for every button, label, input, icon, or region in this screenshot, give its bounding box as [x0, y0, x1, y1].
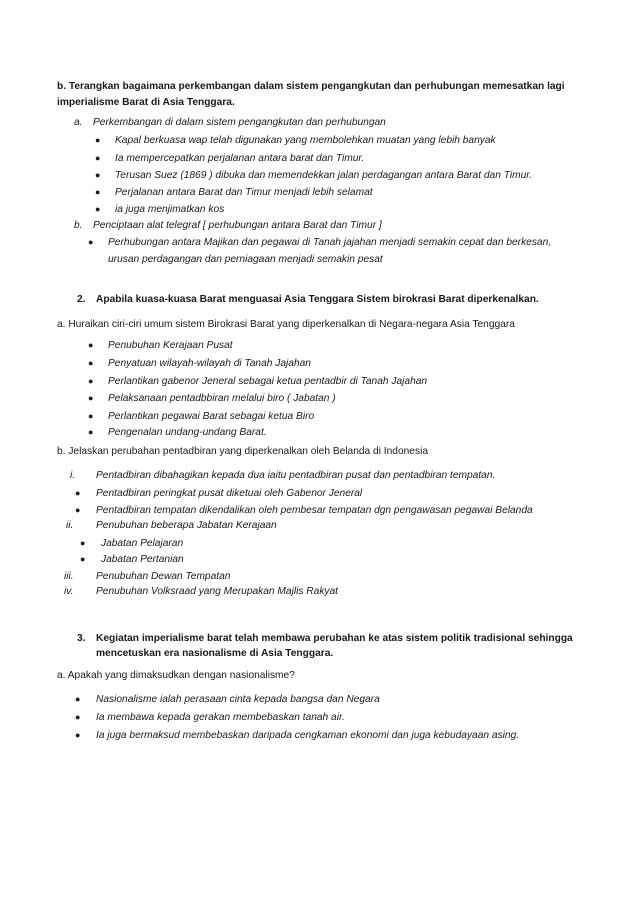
- list-item: Penubuhan Kerajaan Pusat: [108, 340, 233, 351]
- bullet-icon: ●: [75, 712, 81, 722]
- roman-item-iii: Penubuhan Dewan Tempatan: [96, 571, 231, 582]
- bullet-icon: ●: [88, 358, 94, 368]
- bullet-icon: ●: [95, 135, 101, 145]
- bullet-icon: ●: [75, 488, 81, 498]
- question-2a: a. Huraikan ciri-ciri umum sistem Birokrasi Barat yang diperkenalkan di Negara-negara Asia Tenggara: [57, 319, 515, 330]
- bullet-icon: ●: [95, 170, 101, 180]
- section-b-heading-line2: imperialisme Barat di Asia Tenggara.: [57, 97, 235, 108]
- bullet-icon: ●: [75, 694, 81, 704]
- list-item-continuation: urusan perdagangan dan perniagaan menjadi semakin pesat: [108, 254, 383, 265]
- list-item: Penyatuan wilayah-wilayah di Tanah Jajahan: [108, 358, 311, 369]
- bullet-icon: ●: [88, 340, 94, 350]
- list-item: Pentadbiran peringkat pusat diketuai oleh Gabenor Jeneral: [96, 488, 363, 499]
- list-item: Jabatan Pertanian: [101, 554, 184, 565]
- question-3-title-line1: Kegiatan imperialisme barat telah membawa perubahan ke atas sistem politik tradisional sehingga: [96, 633, 573, 644]
- roman-item-ii: Penubuhan beberapa Jabatan Kerajaan: [96, 520, 277, 531]
- list-item: Jabatan Pelajaran: [101, 538, 184, 549]
- roman-item-iv: Penubuhan Volksraad yang Merupakan Majlis Rakyat: [96, 586, 338, 597]
- list-item: Pelaksanaan pentadbbiran melalui biro ( Jabatan ): [108, 393, 336, 404]
- question-2b: b. Jelaskan perubahan pentadbiran yang diperkenalkan oleh Belanda di Indonesia: [57, 446, 428, 457]
- bullet-icon: ●: [88, 411, 94, 421]
- bullet-icon: ●: [80, 554, 86, 564]
- list-item: Ia juga bermaksud membebaskan daripada cengkaman ekonomi dan juga kebudayaan asing.: [96, 730, 520, 741]
- roman-marker-ii: ii.: [66, 520, 74, 531]
- question-3-title-line2: mencetuskan era nasionalisme di Asia Tenggara.: [96, 648, 334, 659]
- bullet-icon: ●: [95, 153, 101, 163]
- list-item: Nasionalisme ialah perasaan cinta kepada bangsa dan Negara: [96, 694, 380, 705]
- bullet-icon: ●: [95, 187, 101, 197]
- bullet-icon: ●: [88, 393, 94, 403]
- subsection-b-title: Penciptaan alat telegraf [ perhubungan antara Barat dan Timur ]: [93, 220, 382, 231]
- question-3a: a. Apakah yang dimaksudkan dengan nasionalisme?: [57, 670, 295, 681]
- list-item: Perlantikan gabenor Jeneral sebagai ketua pentadbir di Tanah Jajahan: [108, 376, 428, 387]
- roman-marker-iii: iii.: [64, 571, 74, 582]
- list-item: Perjalanan antara Barat dan Timur menjadi lebih selamat: [115, 187, 373, 198]
- list-item: Ia membawa kepada gerakan membebaskan tanah air.: [96, 712, 345, 723]
- bullet-icon: ●: [80, 538, 86, 548]
- list-item: Pengenalan undang-undang Barat.: [108, 427, 267, 438]
- bullet-icon: ●: [95, 204, 101, 214]
- list-marker-b: b.: [74, 220, 83, 231]
- list-item: Ia mempercepatkan perjalanan antara barat dan Timur.: [115, 153, 365, 164]
- roman-marker-iv: iv.: [64, 586, 74, 597]
- bullet-icon: ●: [88, 376, 94, 386]
- bullet-icon: ●: [75, 730, 81, 740]
- list-item: Kapal berkuasa wap telah digunakan yang membolehkan muatan yang lebih banyak: [115, 135, 496, 146]
- list-item: ia juga menjimatkan kos: [115, 204, 225, 215]
- question-2-number: 2.: [77, 294, 86, 305]
- bullet-icon: ●: [88, 427, 94, 437]
- list-item: Perlantikan pegawai Barat sebagai ketua Biro: [108, 411, 315, 422]
- bullet-icon: ●: [75, 505, 81, 515]
- roman-item-i: Pentadbiran dibahagikan kepada dua iaitu pentadbiran pusat dan pentadbiran tempatan.: [96, 470, 496, 481]
- list-item: Pentadbiran tempatan dikendalikan oleh pembesar tempatan dgn pengawasan pegawai Belanda: [96, 505, 533, 516]
- list-item: Perhubungan antara Majikan dan pegawai di Tanah jajahan menjadi semakin cepat dan berkesan,: [108, 237, 552, 248]
- section-b-heading-line1: b. Terangkan bagaimana perkembangan dalam sistem pengangkutan dan perhubungan memesatkan lagi: [57, 81, 565, 92]
- list-marker-a: a.: [74, 117, 83, 128]
- bullet-icon: ●: [88, 237, 94, 247]
- question-3-number: 3.: [77, 633, 86, 644]
- question-2-title: Apabila kuasa-kuasa Barat menguasai Asia Tenggara Sistem birokrasi Barat diperkenalkan.: [96, 294, 539, 305]
- subsection-a-title: Perkembangan di dalam sistem pengangkutan dan perhubungan: [93, 117, 386, 128]
- roman-marker-i: i.: [70, 470, 76, 481]
- list-item: Terusan Suez (1869 ) dibuka dan memendekkan jalan perdagangan antara Barat dan Timur.: [115, 170, 533, 181]
